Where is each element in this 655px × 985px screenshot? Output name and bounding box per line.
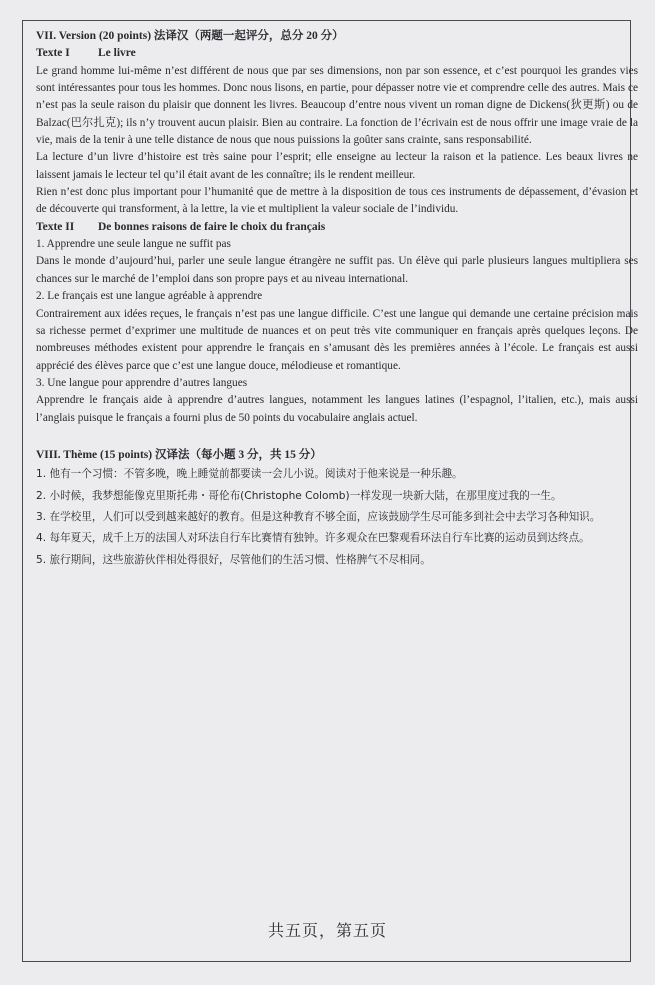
text-1-label: Texte I <box>36 47 70 60</box>
section-7-heading: VII. Version (20 points) 法译汉（两题一起评分，总分 20 分） <box>36 30 344 42</box>
text-1-paragraph: Le grand homme lui-même n’est différent de nous que par ses dimensions, non par son essence, et c’est pourquoi les grandes vies sont intéressantes pour tous les hommes. Donc nous lisons, en partie, pour dépasser notre vie et comprendre celle des autres. Mais ce n’est pas la seule raison du plaisir que donnent les livres. Beaucoup d’entre nous vivent un roman digne de Dickens(狄更斯) ou de Balzac(巴尔扎克); ils n’y trouvent aucun plaisir. Bien au contraire. La fonction de l’écrivain est de nous offrir une image vraie de la vie, mais de la tenir à une telle distance de nous que nous puissions la goûter sans crainte, sans responsabilité. <box>36 64 638 147</box>
text-2-title: De bonnes raisons de faire le choix du français <box>98 220 326 233</box>
text-1-heading <box>36 45 638 62</box>
translation-item: 2. 小时候，我梦想能像克里斯托弗・哥伦布(Christophe Colomb)一样发现一块新大陆，在那里度过我的一生。 <box>36 489 562 502</box>
translation-item: 5. 旅行期间，这些旅游伙伴相处得很好，尽管他们的生活习惯、性格脾气不尽相同。 <box>36 553 431 566</box>
text-2-item-body: Dans le monde d’aujourd’hui, parler une seule langue étrangère ne suffit pas. Un élève qui parle plusieurs langues multipliera ses chances sur le marché de l’emploi dans son propre pays et au niveau international. <box>36 255 638 285</box>
text-2-item-heading: 2. Le français est une langue agréable à apprendre <box>36 290 263 303</box>
section-8-items <box>36 464 638 571</box>
text-2-item-body: Apprendre le français aide à apprendre d’autres langues, notamment les langues latines (l’espagnol, l’italien, etc.), mais aussi l’anglais puisque le français a fourni plus de 50 points du vocabulaire anglais actuel. <box>36 394 638 424</box>
translation-item: 1. 他有一个习惯：不管多晚，晚上睡觉前都要读一会儿小说。阅读对于他来说是一种乐趣。 <box>36 468 463 481</box>
translation-item: 3. 在学校里，人们可以受到越来越好的教育。但是这种教育不够全面，应该鼓励学生尽可能多到社会中去学习各种知识。 <box>36 511 601 524</box>
text-1-title: Le livre <box>98 47 136 60</box>
translation-item: 4. 每年夏天，成千上万的法国人对环法自行车比赛情有独钟。许多观众在巴黎观看环法自行车比赛的运动员到达终点。 <box>36 532 590 545</box>
text-2-item-heading: 3. Une langue pour apprendre d’autres langues <box>36 376 248 389</box>
text-1-paragraph: La lecture d’un livre d’histoire est très saine pour l’esprit; elle enseigne au lecteur la raison et la patience. Les beaux livres ne laissent jamais le lecteur tel qu’il était avant de les connaître; ils le rendent meilleur. <box>36 151 638 181</box>
section-8-heading: VIII. Thème (15 points) 汉译法（每小题 3 分，共 15 分） <box>36 448 322 461</box>
text-2-item-body: Contrairement aux idées reçues, le français n’est pas une langue difficile. C’est une langue qui demande une certaine précision mais sa richesse permet d’exprimer une multitude de nuances et on peut très vite communiquer en français après quelques leçons. De nombreuses méthodes existent pour apprendre le français en s’amusant dès les premières années à l’école. Le français est aussi apprécié des élèves parce que c’est une langue douce, mélodieuse et romantique. <box>36 307 638 372</box>
page-footer: 共五页，第五页 <box>267 921 387 940</box>
page-content <box>36 28 638 571</box>
text-2-label: Texte II <box>36 220 75 233</box>
section-spacer <box>36 427 638 447</box>
text-2-heading <box>36 219 638 236</box>
text-2-item-heading: 1. Apprendre une seule langue ne suffit pas <box>36 238 231 251</box>
text-1-paragraph: Rien n’est donc plus important pour l’humanité que de mettre à la disposition de tous ces instruments de dépassement, d’évasion et de découverte qui transforment, à la lettre, la vie et multiplient la valeur sociale de l’individu. <box>36 186 638 216</box>
